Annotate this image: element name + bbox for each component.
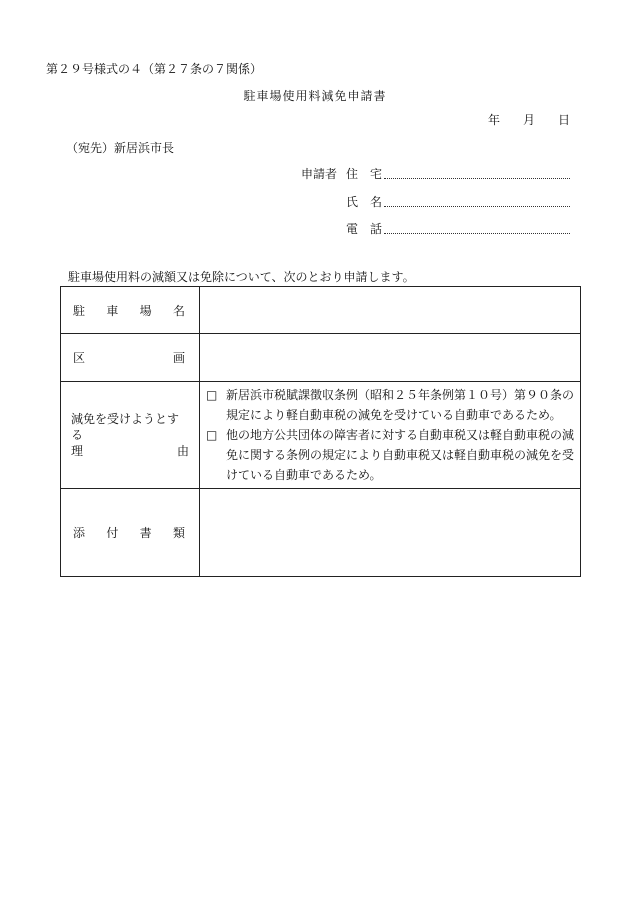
reason-label: 減免を受けようとする 理 由: [61, 382, 200, 489]
date-year-label: 年: [488, 113, 501, 127]
phone-input-line[interactable]: [384, 221, 570, 234]
checkbox-icon[interactable]: □: [206, 428, 218, 442]
section-label: 区 画: [61, 334, 200, 382]
parking-name-input[interactable]: [200, 287, 581, 334]
table-row: [61, 334, 581, 382]
date-month-label: 月: [523, 113, 536, 127]
parking-name-label: 駐 車 場 名: [61, 287, 200, 334]
checkbox-icon[interactable]: □: [206, 388, 218, 402]
phone-label: 電 話: [346, 222, 382, 236]
reason-options: [200, 382, 581, 489]
attachments-input[interactable]: [200, 489, 581, 577]
reason-option-2-text: 他の地方公共団体の障害者に対する自動車税又は軽自動車税の減免に関する条例の規定により自動車税又は軽自動車税の減免を受けている自動車であるため。: [226, 428, 575, 482]
form-number: 第２９号様式の４（第２７条の７関係）: [46, 62, 263, 76]
name-input-line[interactable]: [384, 194, 570, 207]
addressee: （宛先）新居浜市長: [66, 141, 175, 155]
document-title: 駐車場使用料減免申請書: [243, 89, 387, 103]
table-row: [61, 382, 581, 489]
table-row: [61, 489, 581, 577]
reason-option-2[interactable]: [200, 425, 580, 485]
section-input[interactable]: [200, 334, 581, 382]
reason-option-1[interactable]: [200, 385, 580, 425]
date-day-label: 日: [558, 113, 571, 127]
table-row: [61, 287, 581, 334]
address-label: 住 宅: [346, 167, 382, 181]
application-table: [60, 286, 581, 577]
address-input-line[interactable]: [384, 166, 570, 179]
applicant-label: 申請者: [301, 167, 338, 181]
reason-option-1-text: 新居浜市税賦課徴収条例（昭和２５年条例第１０号）第９０条の規定により軽自動車税の減免を受けている自動車であるため。: [226, 388, 575, 422]
name-label: 氏 名: [346, 195, 382, 209]
attachments-label: 添 付 書 類: [61, 489, 200, 577]
intro-text: 駐車場使用料の減額又は免除について、次のとおり申請します。: [68, 270, 415, 284]
